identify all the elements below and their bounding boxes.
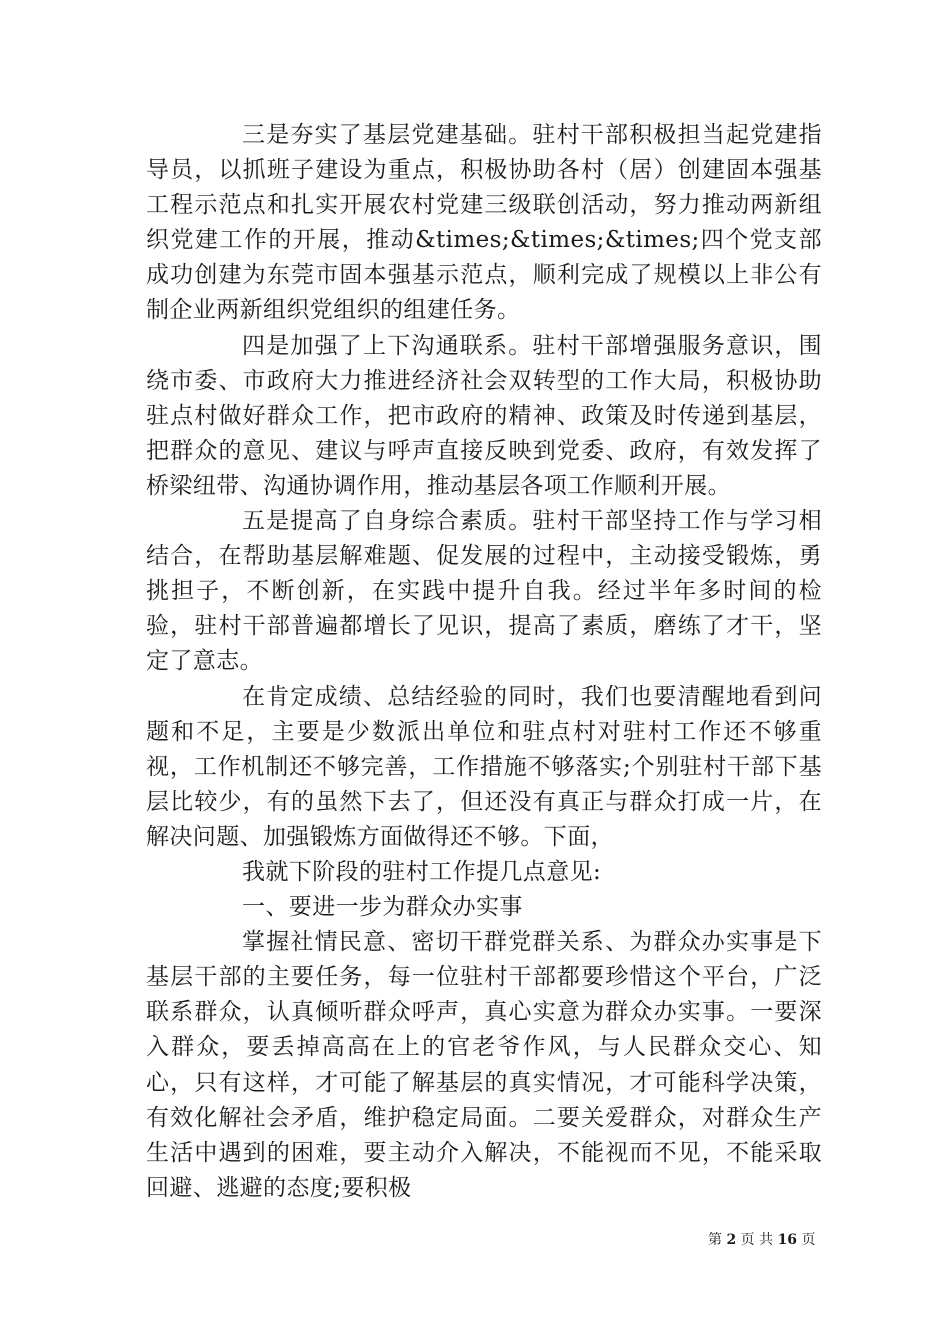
footer-suffix: 页 (801, 1232, 816, 1248)
document-body (146, 118, 822, 1206)
section-heading-one: 一、要进一步为群众办实事 (242, 894, 523, 921)
footer-total-pages: 16 (777, 1232, 798, 1248)
footer-middle: 页 共 (740, 1232, 774, 1248)
paragraph-party-building: 三是夯实了基层党建基础。驻村干部积极担当起党建指导员，以抓班子建设为重点，积极协助各村（居）创建固本强基工程示范点和扎实开展农村党建三级联创活动，努力推动两新组织党建工作的开展，推动&times;&times;&times;四个党支部成功创建为东莞市固本强基示范点，顺利完成了规模以上非公有制企业两新组织党组织的组建任务。 (146, 122, 822, 324)
paragraph-problems: 在肯定成绩、总结经验的同时，我们也要清醒地看到问题和不足，主要是少数派出单位和驻点村对驻村工作还不够重视，工作机制还不够完善，工作措施不够落实;个别驻村干部下基层比较少，有的虽然下去了，但还没有真正与群众打成一片，在解决问题、加强锻炼方面做得还不够。下面， (146, 683, 822, 850)
paragraph-communication: 四是加强了上下沟通联系。驻村干部增强服务意识，围绕市委、市政府大力推进经济社会双转型的工作大局，积极协助驻点村做好群众工作，把市政府的精神、政策及时传递到基层，把群众的意见、建议与呼声直接反映到党委、政府，有效发挥了桥梁纽带、沟通协调作用，推动基层各项工作顺利开展。 (146, 332, 822, 499)
footer-prefix: 第 (708, 1232, 722, 1248)
footer-current-page: 2 (726, 1232, 737, 1248)
paragraph-self-improvement: 五是提高了自身综合素质。驻村干部坚持工作与学习相结合，在帮助基层解难题、促发展的过程中，主动接受锻炼，勇挑担子，不断创新，在实践中提升自我。经过半年多时间的检验，驻村干部普遍都增长了见识，提高了素质，磨练了才干，坚定了意志。 (146, 508, 822, 675)
page-footer (708, 1231, 816, 1249)
paragraph-opinions-intro: 我就下阶段的驻村工作提几点意见: (242, 858, 602, 885)
paragraph-serve-masses: 掌握社情民意、密切干群党群关系、为群众办实事是下基层干部的主要任务，每一位驻村干部都要珍惜这个平台，广泛联系群众，认真倾听群众呼声，真心实意为群众办实事。一要深入群众，要丢掉高高在上的官老爷作风，与人民群众交心、知心，只有这样，才可能了解基层的真实情况，才可能科学决策，有效化解社会矛盾，维护稳定局面。二要关爱群众，对群众生产生活中遇到的困难，要主动介入解决，不能视而不见，不能采取回避、逃避的态度;要积极 (146, 929, 822, 1201)
